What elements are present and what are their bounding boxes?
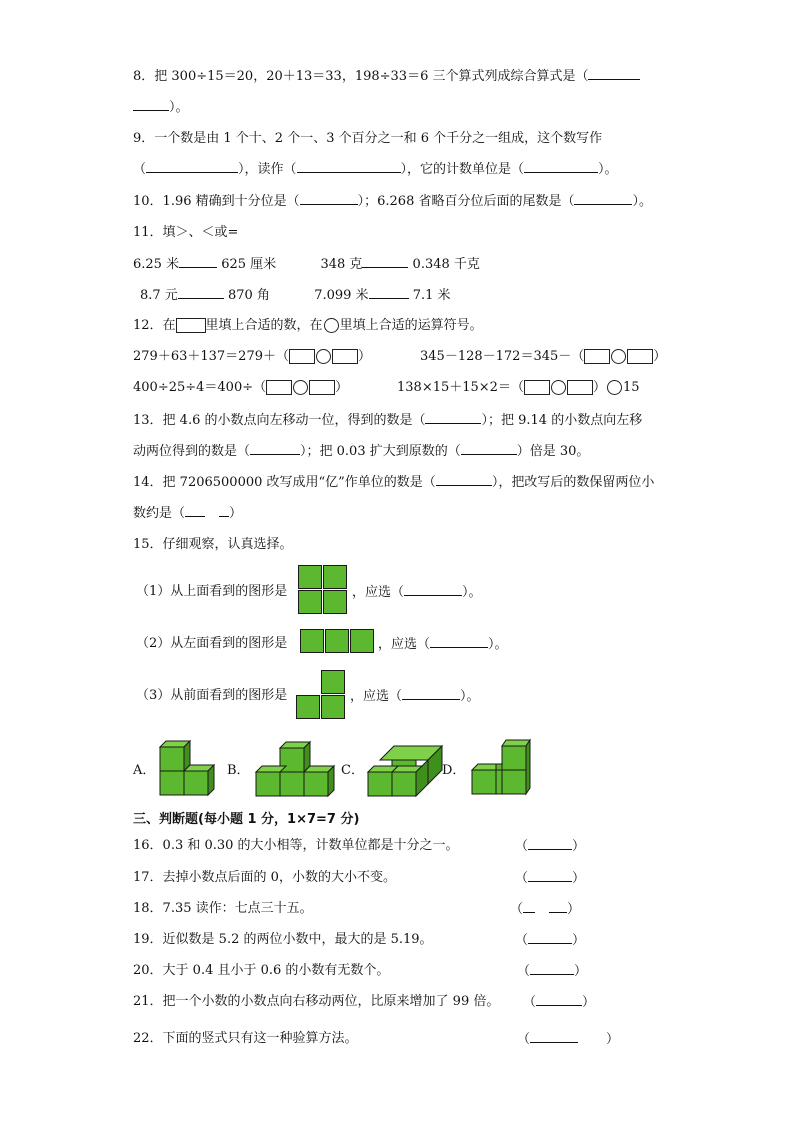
judge-19: 19．近似数是 5.2 的两位小数中，最大的是 5.19。: [133, 932, 433, 947]
q15-blank-2[interactable]: [430, 635, 488, 648]
q13-line2: 动两位得到的数是（ ）；把 0.03 扩大到原数的（ ）倍是 30。: [133, 444, 590, 459]
option-d-label: D．: [442, 763, 466, 778]
q14-line2: 数约是（ ）: [133, 506, 243, 521]
q15-sub1-answer: ，应选（ ）。: [352, 585, 482, 600]
q11-title: 11．填＞、＜或=: [133, 225, 239, 240]
option-d-cubes-figure[interactable]: [468, 736, 534, 800]
judge-16-answer[interactable]: （ ）: [515, 839, 586, 854]
q13-line1: 13．把 4.6 的小数点向左移动一位，得到的数是（ ）；把 9.14 的小数点向左移: [133, 413, 643, 428]
judge-21-answer[interactable]: （ ）: [523, 995, 596, 1010]
q12-box-3[interactable]: [584, 349, 610, 364]
q12-circle-2[interactable]: [611, 349, 626, 364]
q12-box-1[interactable]: [289, 349, 315, 364]
q13-blank-1[interactable]: [425, 411, 481, 424]
judge-18: 18．7.35 读作：七点三十五。: [133, 901, 313, 916]
q9-blank-read[interactable]: [297, 160, 401, 173]
q12-box-2[interactable]: [332, 349, 358, 364]
q10-blank-2[interactable]: [574, 192, 632, 205]
q9-blank-write[interactable]: [146, 160, 238, 173]
q10-blank-1[interactable]: [300, 192, 358, 205]
q15-sub2-answer: ，应选（ ）。: [378, 637, 508, 652]
q11-blank-4[interactable]: [369, 286, 409, 299]
q9-line2: （ ），读作（ ），它的计数单位是（ ）。: [133, 162, 618, 177]
q12-expr1: 279＋63＋137＝279＋（ ）: [133, 349, 371, 364]
q15-blank-1[interactable]: [404, 583, 462, 596]
q15-title: 15．仔细观察，认真选择。: [133, 537, 293, 552]
option-b-label: B．: [227, 763, 250, 778]
q15-sub3-label: （3）从前面看到的图形是: [136, 688, 288, 703]
q15-sub2-label: （2）从左面看到的图形是: [136, 636, 288, 651]
q11-row2: 8.7 元 870 角 7.099 米 7.1 米: [140, 288, 451, 303]
judge-19-answer[interactable]: （ ）: [515, 933, 586, 948]
judge-16: 16．0.3 和 0.30 的大小相等，计数单位都是十分之一。: [133, 838, 459, 853]
q12-expr4: 138×15＋15×2＝（ ） 15: [397, 380, 640, 395]
q9-line1: 9．一个数是由 1 个十、2 个一、3 个百分之一和 6 个千分之一组成，这个数写作: [133, 131, 603, 146]
q12-title: 12．在 里填上合适的数，在 里填上合适的运算符号。: [133, 318, 483, 333]
q11-row1: 6.25 米 625 厘米 348 克 0.348 千克: [133, 257, 480, 272]
q13-blank-2[interactable]: [250, 442, 300, 455]
q15-blank-3[interactable]: [402, 687, 460, 700]
q10-line: 10．1.96 精确到十分位是（ ）；6.268 省略百分位后面的尾数是（ ）。: [133, 194, 652, 209]
q12-box-5[interactable]: [266, 380, 292, 395]
q12-circle-5[interactable]: [607, 380, 622, 395]
q12-box-6[interactable]: [309, 380, 335, 395]
judge-17-answer[interactable]: （ ）: [515, 871, 586, 886]
square-symbol: [176, 318, 206, 333]
q8-line1: 8．把 300÷15＝20，20＋13＝33，198÷33＝6 三个算式列成综合算式是（: [133, 67, 640, 86]
left-view-figure: [300, 629, 375, 654]
q11-blank-3[interactable]: [178, 286, 224, 299]
q8-line2: ）。: [133, 98, 189, 117]
q8-blank[interactable]: [588, 67, 640, 80]
q12-circle-4[interactable]: [551, 380, 566, 395]
q14-line1: 14．把 7206500000 改写成用“亿”作单位的数是（ ），把改写后的数保留两位小: [133, 475, 655, 490]
q9-blank-unit[interactable]: [524, 160, 598, 173]
q11-blank-1[interactable]: [179, 255, 217, 268]
q12-box-4[interactable]: [627, 349, 653, 364]
q8-blank-cont[interactable]: [133, 98, 169, 111]
q14-blank-2b[interactable]: [219, 504, 229, 517]
top-view-figure: [298, 565, 348, 615]
judge-21: 21．把一个小数的小数点向右移动两位，比原来增加了 99 倍。: [133, 994, 500, 1009]
judge-20: 20．大于 0.4 且小于 0.6 的小数有无数个。: [133, 963, 390, 978]
q12-expr2: 345－128－172＝345－（ ）: [420, 349, 667, 364]
q12-circle-3[interactable]: [293, 380, 308, 395]
q12-expr3: 400÷25÷4＝400÷（ ）: [133, 380, 349, 395]
judge-22-answer[interactable]: （ ）: [517, 1032, 620, 1047]
q12-box-7[interactable]: [524, 380, 550, 395]
front-view-figure: [296, 670, 346, 720]
judge-22: 22．下面的竖式只有这一种验算方法。: [133, 1031, 358, 1046]
option-b-cubes-figure[interactable]: [252, 738, 342, 800]
q12-circle-1[interactable]: [316, 349, 331, 364]
option-a-cubes-figure[interactable]: [150, 735, 230, 800]
q14-blank-1[interactable]: [436, 473, 492, 486]
judge-17: 17．去掉小数点后面的 0，小数的大小不变。: [133, 870, 396, 885]
q12-box-8[interactable]: [567, 380, 593, 395]
option-c-label: C．: [341, 763, 364, 778]
option-a-label: A．: [133, 763, 156, 778]
q15-sub3-answer: ，应选（ ）。: [350, 689, 480, 704]
q15-sub1-label: （1）从上面看到的图形是: [136, 584, 288, 599]
q11-blank-2[interactable]: [362, 255, 408, 268]
section-3-heading: 三、判断题(每小题 1 分，1×7=7 分): [133, 812, 360, 827]
option-c-cubes-figure[interactable]: [364, 740, 448, 800]
judge-18-answer[interactable]: （ ）: [510, 902, 581, 917]
q13-blank-3[interactable]: [461, 442, 517, 455]
q14-blank-2a[interactable]: [185, 504, 205, 517]
circle-symbol: [324, 318, 339, 333]
judge-20-answer[interactable]: （ ）: [517, 964, 588, 979]
